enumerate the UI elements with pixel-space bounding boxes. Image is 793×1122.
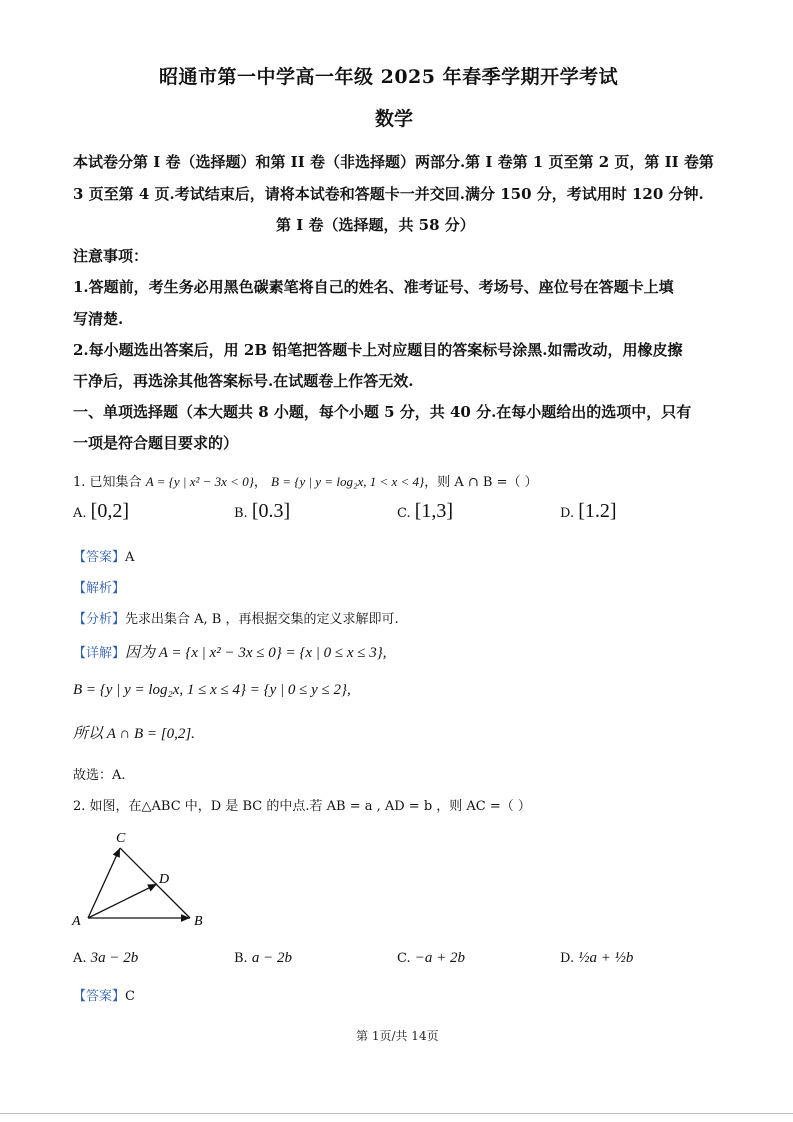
q1-detail-1 xyxy=(73,641,387,662)
option-label: A. xyxy=(73,951,87,966)
q1-stem: 1. 已知集合 A = {y | x² − 3x < 0}， B = {y | y = log₂x, 1 < x < 4}，则 A ∩ B =（ ） xyxy=(73,474,538,490)
q1-analysis-tag: 【解析】 xyxy=(73,581,126,596)
intro-line-1: 本试卷分第 I 卷（选择题）和第 II 卷（非选择题）两部分.第 I 卷第 1 页至第 2 页，第 II 卷第 xyxy=(73,153,714,171)
option-value: −a + 2b xyxy=(414,950,466,966)
option-value: [0.3] xyxy=(251,500,291,522)
label-a: A xyxy=(72,914,81,929)
option-label: C. xyxy=(397,951,411,966)
q2-option-d xyxy=(560,950,633,967)
label-d: D xyxy=(159,872,170,887)
label-c: C xyxy=(116,831,126,846)
subject-title: 数学 xyxy=(375,108,414,130)
detail-tag: 【详解】 xyxy=(73,646,126,661)
label-b: B xyxy=(194,914,203,929)
answer-value: A xyxy=(125,550,135,565)
q2-option-a xyxy=(73,950,138,967)
bottom-divider xyxy=(0,1113,793,1114)
q1-prefix: 1. 已知集合 xyxy=(73,475,142,490)
q2-answer xyxy=(73,985,135,1004)
q1-detail-3: 所以 A ∩ B = [0,2]. xyxy=(73,726,195,742)
segment-cb xyxy=(120,848,190,918)
section-1-line-2: 一项是符合题目要求的） xyxy=(73,434,239,452)
q1-fenxi xyxy=(73,608,399,627)
intro-line-2: 3 页至第 4 页.考试结束后，请将本试卷和答题卡一并交回.满分 150 分，考试用时 120 分钟. xyxy=(73,185,704,203)
q1-ask: ，则 A ∩ B =（ ） xyxy=(424,475,538,490)
option-value: a − 2b xyxy=(251,950,292,966)
q1-conclusion: 故选：A. xyxy=(73,768,126,783)
volume-heading: 第 I 卷（选择题，共 58 分） xyxy=(276,216,475,234)
option-label: B. xyxy=(234,506,248,521)
notice-heading: 注意事项： xyxy=(73,247,149,265)
q1-option-a xyxy=(73,500,129,523)
q1-set-a: A = {y | x² − 3x < 0} xyxy=(145,474,254,489)
fenxi-text: 先求出集合 A, B ，再根据交集的定义求解即可. xyxy=(125,612,399,627)
q1-answer xyxy=(73,546,134,565)
vector-ac xyxy=(88,848,120,918)
q1-option-d xyxy=(560,500,617,523)
option-label: A. xyxy=(73,506,87,521)
option-label: B. xyxy=(234,951,248,966)
option-label: D. xyxy=(560,506,575,521)
notice-item-2-line-2: 干净后，再选涂其他答案标号.在试题卷上作答无效. xyxy=(73,372,414,390)
q1-set-b: B = {y | y = log₂x, 1 < x < 4} xyxy=(271,474,425,489)
detail-line-1: 因为 A = {x | x² − 3x ≤ 0} = {x | 0 ≤ x ≤ 3}, xyxy=(125,645,387,661)
notice-item-1-line-2: 写清楚. xyxy=(73,310,124,328)
exam-title: 昭通市第一中学高一年级 2025 年春季学期开学考试 xyxy=(159,66,619,88)
option-value: [1,3] xyxy=(414,500,454,522)
q1-detail-2: B = {y | y = log₂x, 1 ≤ x ≤ 4} = {y | 0 ≤ y ≤ 2}, xyxy=(73,682,351,698)
q2-option-c xyxy=(397,950,465,967)
answer-value: C xyxy=(125,989,135,1004)
option-value: ½a + ½b xyxy=(578,950,634,966)
option-label: C. xyxy=(397,506,411,521)
q2-stem: 2. 如图，在△ABC 中，D 是 BC 的中点.若 AB = a , AD = b ，则 AC =（ ） xyxy=(73,799,531,814)
vector-ad xyxy=(88,884,157,918)
page-number: 第 1页/共 14页 xyxy=(356,1029,439,1043)
answer-tag: 【答案】 xyxy=(73,989,126,1004)
notice-item-1-line-1: 1.答题前，考生务必用黑色碳素笔将自己的姓名、准考证号、考场号、座位号在答题卡上填 xyxy=(73,278,674,296)
option-value: 3a − 2b xyxy=(90,950,139,966)
option-value: [0,2] xyxy=(90,500,129,522)
triangle-figure xyxy=(70,826,210,930)
q1-option-b xyxy=(234,500,290,523)
option-label: D. xyxy=(560,951,575,966)
fenxi-tag: 【分析】 xyxy=(73,612,126,627)
notice-item-2-line-1: 2.每小题选出答案后，用 2B 铅笔把答题卡上对应题目的答案标号涂黑.如需改动，用橡皮擦 xyxy=(73,341,683,359)
option-value: [1.2] xyxy=(578,500,617,522)
q1-option-c xyxy=(397,500,453,523)
answer-tag: 【答案】 xyxy=(73,550,126,565)
section-1-line-1: 一、单项选择题（本大题共 8 小题，每个小题 5 分，共 40 分.在每小题给出的选项中，只有 xyxy=(73,403,692,421)
q2-option-b xyxy=(234,950,292,967)
